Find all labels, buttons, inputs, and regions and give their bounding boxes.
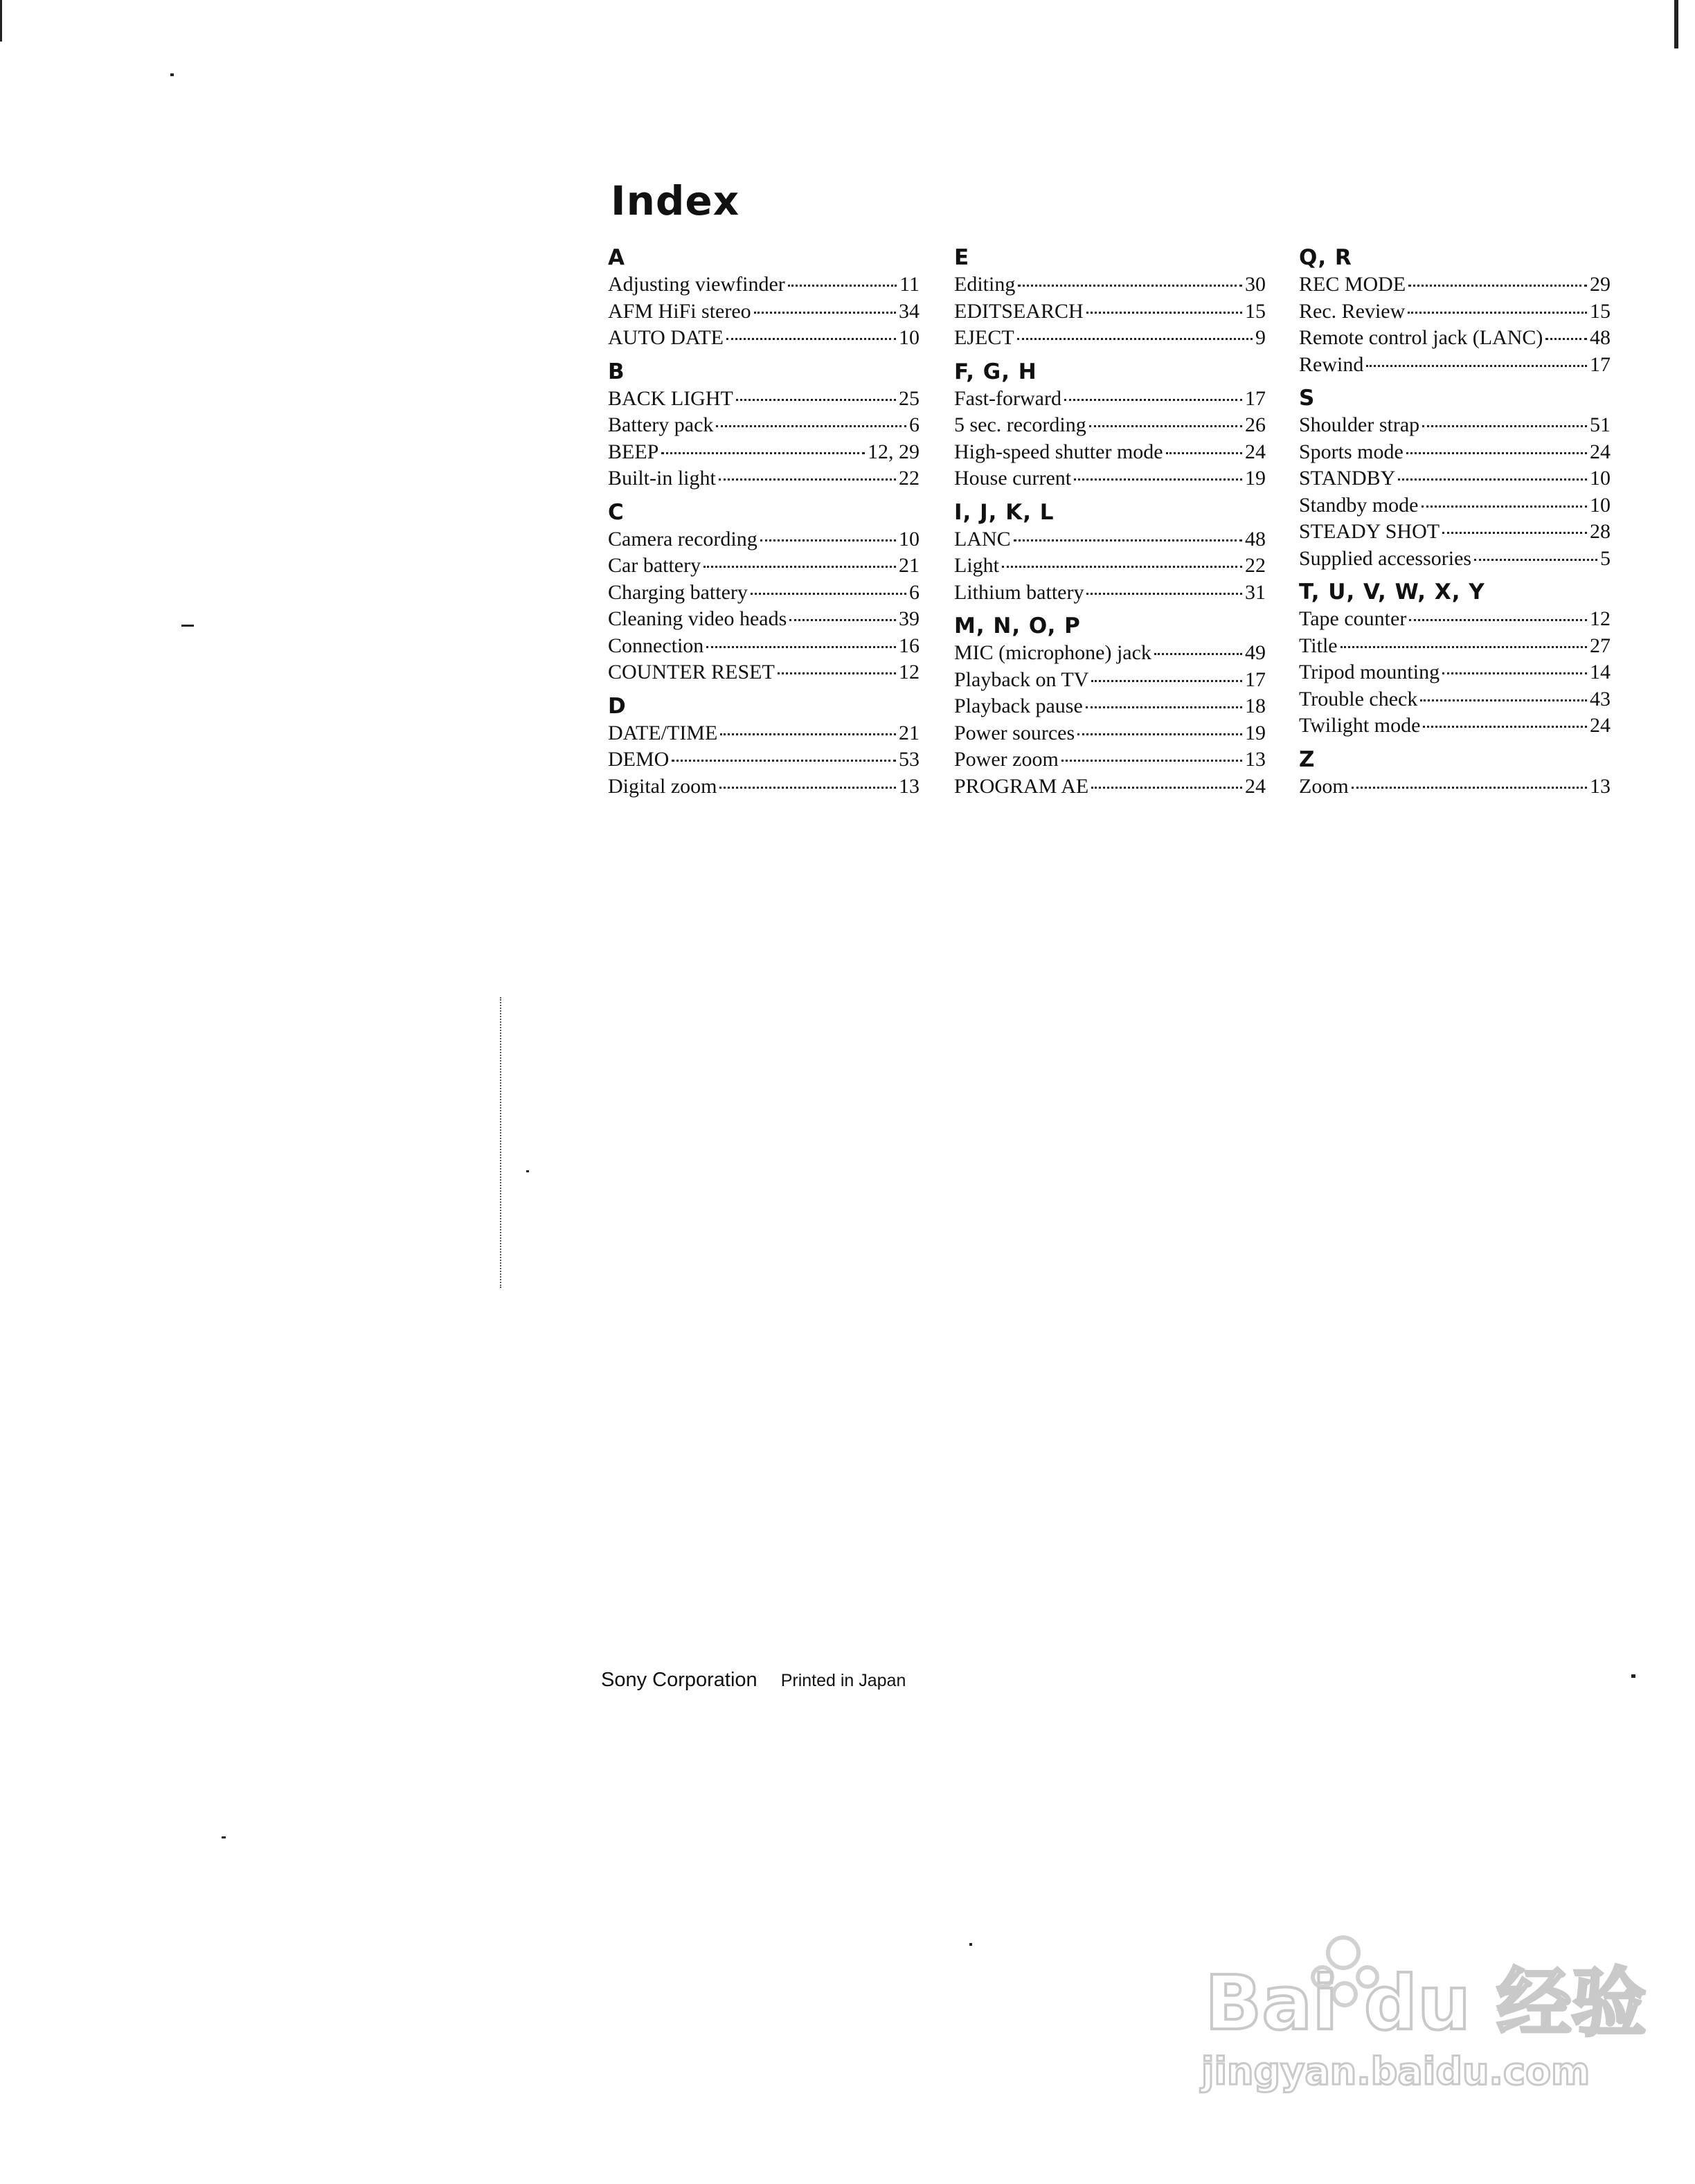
dot-leader	[1014, 539, 1242, 541]
index-entry	[954, 386, 1266, 413]
section-heading: B	[608, 359, 625, 384]
dot-leader	[788, 285, 897, 287]
entry-page-number: 6	[909, 413, 920, 436]
entry-page-number: 19	[1245, 467, 1266, 490]
entry-term: Car battery	[608, 554, 701, 577]
entry-page-number: 9	[1255, 326, 1266, 349]
entry-page-number: 49	[1245, 641, 1266, 664]
entry-term: EJECT	[954, 326, 1014, 349]
index-section-b	[608, 358, 920, 492]
scan-speck	[1631, 1674, 1635, 1678]
entry-term: Editing	[954, 273, 1016, 296]
index-entry	[954, 526, 1266, 553]
dot-leader	[1086, 593, 1242, 595]
index-entry	[608, 439, 920, 466]
index-entry	[1299, 686, 1611, 713]
entry-page-number: 15	[1590, 299, 1611, 323]
entry-term: Playback on TV	[954, 668, 1089, 691]
entry-term: Lithium battery	[954, 580, 1084, 604]
entry-page-number: 24	[1590, 440, 1611, 463]
entry-page-number: 13	[1245, 748, 1266, 771]
entry-page-number: 25	[899, 386, 920, 410]
index-entry	[1299, 412, 1611, 439]
dot-leader	[726, 338, 896, 340]
index-entry	[608, 633, 920, 660]
entry-page-number: 17	[1245, 386, 1266, 410]
dot-leader	[1366, 365, 1587, 367]
dot-leader	[1545, 338, 1587, 340]
dot-leader	[1423, 726, 1587, 728]
entry-page-number: 18	[1245, 695, 1266, 717]
entry-term: STANDBY	[1299, 467, 1396, 490]
section-heading: S	[1299, 386, 1316, 411]
entry-term: Light	[954, 554, 999, 577]
dot-leader	[760, 539, 896, 541]
scan-speck	[170, 73, 174, 76]
entry-term: Camera recording	[608, 527, 757, 551]
index-entry	[1299, 492, 1611, 519]
dot-leader	[661, 452, 865, 454]
section-heading: Q, R	[1299, 245, 1352, 270]
entry-page-number: 43	[1590, 687, 1611, 710]
entry-page-number: 48	[1245, 527, 1266, 551]
entry-page-number: 12	[1590, 607, 1611, 630]
dot-leader	[1077, 733, 1242, 735]
entry-term: DATE/TIME	[608, 721, 718, 744]
index-column-2	[954, 244, 1266, 806]
entry-page-number: 31	[1245, 580, 1266, 604]
index-entry	[954, 553, 1266, 580]
footer	[601, 1669, 906, 1692]
index-entry	[608, 298, 920, 325]
dot-leader	[1406, 452, 1587, 454]
index-entry	[954, 773, 1266, 800]
dot-leader	[1061, 760, 1242, 762]
index-entry	[954, 465, 1266, 492]
entry-page-number: 39	[899, 607, 920, 630]
entry-term: Shoulder strap	[1299, 413, 1420, 436]
dot-leader	[1442, 532, 1587, 534]
index-entry	[608, 606, 920, 633]
dot-leader	[719, 787, 896, 789]
index-entry	[608, 720, 920, 747]
entry-term: Zoom	[1299, 774, 1349, 798]
dot-leader	[1002, 566, 1242, 568]
index-section-m-n-o-p	[954, 612, 1266, 800]
entry-term: BACK LIGHT	[608, 386, 733, 410]
entry-page-number: 48	[1590, 326, 1611, 349]
index-entry	[608, 465, 920, 492]
section-heading: D	[608, 693, 627, 719]
dot-leader	[1064, 399, 1242, 401]
entry-page-number: 10	[899, 326, 920, 349]
dot-leader	[754, 312, 896, 314]
index-entry	[608, 659, 920, 686]
dot-leader	[1091, 787, 1242, 789]
dot-leader	[1409, 619, 1587, 621]
index-entry	[1299, 465, 1611, 492]
printed-in-label: Printed in Japan	[780, 1671, 906, 1690]
entry-page-number: 24	[1245, 440, 1266, 463]
dot-leader	[703, 566, 896, 568]
index-section-c	[608, 499, 920, 686]
index-entry	[1299, 325, 1611, 352]
index-entry	[608, 526, 920, 553]
section-heading: F, G, H	[954, 359, 1037, 384]
dot-leader	[1089, 425, 1242, 427]
index-entry	[954, 640, 1266, 667]
entry-page-number: 53	[899, 748, 920, 771]
section-heading: E	[954, 245, 970, 270]
dot-leader	[1086, 312, 1242, 314]
entry-page-number: 21	[899, 554, 920, 577]
scan-speck	[181, 625, 194, 627]
entry-page-number: 10	[1590, 493, 1611, 517]
scan-dotted-line	[500, 997, 501, 1288]
entry-term: High-speed shutter mode	[954, 440, 1163, 463]
index-section-a	[608, 244, 920, 352]
dot-leader	[1074, 478, 1242, 481]
index-entry	[608, 773, 920, 800]
index-entry	[608, 412, 920, 439]
index-entry	[1299, 352, 1611, 379]
index-entry	[1299, 546, 1611, 573]
dot-leader	[751, 593, 906, 595]
index-section-i-j-k-l	[954, 499, 1266, 607]
section-heading: M, N, O, P	[954, 614, 1081, 638]
dot-leader	[1398, 478, 1587, 481]
dot-leader	[720, 733, 896, 735]
scan-speck	[969, 1943, 972, 1946]
entry-term: Twilight mode	[1299, 714, 1421, 737]
entry-page-number: 29	[1590, 273, 1611, 296]
baidu-jingyan-watermark	[1191, 1911, 1647, 2098]
index-entry	[954, 298, 1266, 325]
entry-term: COUNTER RESET	[608, 661, 775, 683]
entry-page-number: 17	[1245, 668, 1266, 691]
scan-edge-mark-right	[1674, 0, 1678, 48]
entry-term: Tape counter	[1299, 607, 1407, 630]
entry-term: AFM HiFi stereo	[608, 299, 751, 323]
entry-page-number: 19	[1245, 721, 1266, 744]
dot-leader	[1442, 672, 1587, 674]
entry-term: Rec. Review	[1299, 299, 1406, 323]
dot-leader	[789, 619, 896, 621]
entry-page-number: 17	[1590, 352, 1611, 376]
index-entry	[1299, 519, 1611, 546]
entry-page-number: 10	[899, 527, 920, 551]
index-section-s	[1299, 384, 1611, 572]
entry-term: Connection	[608, 634, 704, 657]
section-heading: C	[608, 499, 625, 525]
entry-term: Adjusting viewfinder	[608, 273, 785, 296]
entry-page-number: 14	[1590, 661, 1611, 683]
entry-term: 5 sec. recording	[954, 413, 1086, 436]
section-heading: A	[608, 245, 625, 270]
dot-leader	[1408, 285, 1587, 287]
index-entry	[1299, 606, 1611, 633]
watermark-url: jingyan.baidu.com	[1201, 2050, 1590, 2093]
index-entry	[1299, 633, 1611, 660]
entry-term: REC MODE	[1299, 273, 1406, 296]
entry-term: Cleaning video heads	[608, 607, 787, 630]
dot-leader	[1017, 338, 1253, 340]
entry-page-number: 24	[1590, 714, 1611, 737]
index-entry	[954, 667, 1266, 694]
dot-leader	[1340, 646, 1587, 648]
entry-term: Title	[1299, 634, 1338, 657]
entry-page-number: 16	[899, 634, 920, 657]
dot-leader	[1474, 559, 1597, 561]
index-entry	[954, 271, 1266, 298]
dot-leader	[778, 672, 896, 674]
scan-speck	[526, 1170, 529, 1172]
index-entry	[608, 580, 920, 607]
entry-page-number: 15	[1245, 299, 1266, 323]
entry-page-number: 12	[899, 661, 920, 683]
entry-term: Battery pack	[608, 413, 714, 436]
dot-leader	[1018, 285, 1242, 287]
dot-leader	[716, 425, 906, 427]
entry-page-number: 6	[909, 580, 920, 604]
index-column-1	[608, 244, 920, 806]
page-title: Index	[611, 177, 740, 224]
section-heading: T, U, V, W, X, Y	[1299, 580, 1485, 605]
entry-term: Playback pause	[954, 695, 1083, 717]
dot-leader	[1086, 706, 1242, 708]
entry-page-number: 26	[1245, 413, 1266, 436]
entry-page-number: 11	[899, 273, 920, 296]
entry-page-number: 22	[899, 467, 920, 490]
index-entry	[954, 439, 1266, 466]
entry-term: Rewind	[1299, 352, 1364, 376]
entry-page-number: 5	[1600, 546, 1611, 570]
entry-term: Remote control jack (LANC)	[1299, 326, 1543, 349]
entry-page-number: 30	[1245, 273, 1266, 296]
index-entry	[1299, 773, 1611, 800]
index-section-t-u-v-w-x-y	[1299, 578, 1611, 740]
entry-term: Fast-forward	[954, 386, 1061, 410]
index-entry	[1299, 659, 1611, 686]
dot-leader	[1166, 452, 1242, 454]
dot-leader	[672, 760, 896, 762]
dot-leader	[719, 478, 896, 481]
entry-term: Built-in light	[608, 467, 716, 490]
index-entry	[1299, 439, 1611, 466]
entry-term: House current	[954, 467, 1072, 490]
index-entry	[1299, 298, 1611, 325]
entry-term: Power sources	[954, 721, 1075, 744]
index-entry	[608, 325, 920, 352]
entry-term: Power zoom	[954, 748, 1059, 771]
index-column-3	[1299, 244, 1611, 806]
section-heading: I, J, K, L	[954, 499, 1055, 525]
dot-leader	[1408, 312, 1587, 314]
index-section-e	[954, 244, 1266, 352]
index-entry	[954, 746, 1266, 773]
entry-page-number: 13	[1590, 774, 1611, 798]
entry-page-number: 28	[1590, 520, 1611, 543]
section-heading: Z	[1299, 746, 1316, 772]
entry-term: Trouble check	[1299, 687, 1418, 710]
watermark-logo: Bai du 经验	[1205, 1960, 1647, 2047]
dot-leader	[1352, 787, 1587, 789]
index-entry	[1299, 713, 1611, 740]
entry-term: PROGRAM AE	[954, 774, 1089, 798]
index-section-d	[608, 692, 920, 800]
entry-page-number: 24	[1245, 774, 1266, 798]
index-entry	[608, 746, 920, 773]
entry-page-number: 27	[1590, 634, 1611, 657]
dot-leader	[1154, 653, 1242, 655]
entry-term: MIC (microphone) jack	[954, 641, 1151, 664]
dot-leader	[706, 646, 896, 648]
entry-page-number: 21	[899, 721, 920, 744]
index-entry	[954, 580, 1266, 607]
entry-page-number: 12, 29	[868, 440, 920, 463]
dot-leader	[1091, 680, 1242, 682]
index-section-f-g-h	[954, 358, 1266, 492]
index-entry	[608, 271, 920, 298]
index-entry	[608, 386, 920, 413]
entry-page-number: 13	[899, 774, 920, 798]
index-entry	[954, 693, 1266, 720]
index-entry	[1299, 271, 1611, 298]
index-section-q-r	[1299, 244, 1611, 378]
entry-term: AUTO DATE	[608, 326, 724, 349]
index-entry	[954, 325, 1266, 352]
dot-leader	[1420, 699, 1587, 701]
entry-term: Sports mode	[1299, 440, 1403, 463]
entry-term: LANC	[954, 527, 1011, 551]
entry-page-number: 10	[1590, 467, 1611, 490]
entry-term: BEEP	[608, 440, 659, 463]
entry-term: Tripod mounting	[1299, 661, 1440, 683]
scan-speck	[222, 1836, 226, 1838]
corporation-name: Sony Corporation	[601, 1669, 757, 1691]
index-section-z	[1299, 746, 1611, 800]
index-entry	[954, 720, 1266, 747]
index-entry	[608, 553, 920, 580]
entry-term: Charging battery	[608, 580, 748, 604]
entry-page-number: 51	[1590, 413, 1611, 436]
entry-term: Digital zoom	[608, 774, 717, 798]
entry-page-number: 22	[1245, 554, 1266, 577]
entry-term: Standby mode	[1299, 493, 1419, 517]
dot-leader	[1422, 505, 1588, 508]
dot-leader	[1422, 425, 1587, 427]
entry-page-number: 34	[899, 299, 920, 323]
scan-edge-mark-left	[0, 0, 2, 42]
index-entry	[954, 412, 1266, 439]
entry-term: STEADY SHOT	[1299, 520, 1440, 543]
entry-term: EDITSEARCH	[954, 299, 1084, 323]
entry-term: DEMO	[608, 748, 670, 771]
entry-term: Supplied accessories	[1299, 546, 1472, 570]
dot-leader	[736, 399, 896, 401]
